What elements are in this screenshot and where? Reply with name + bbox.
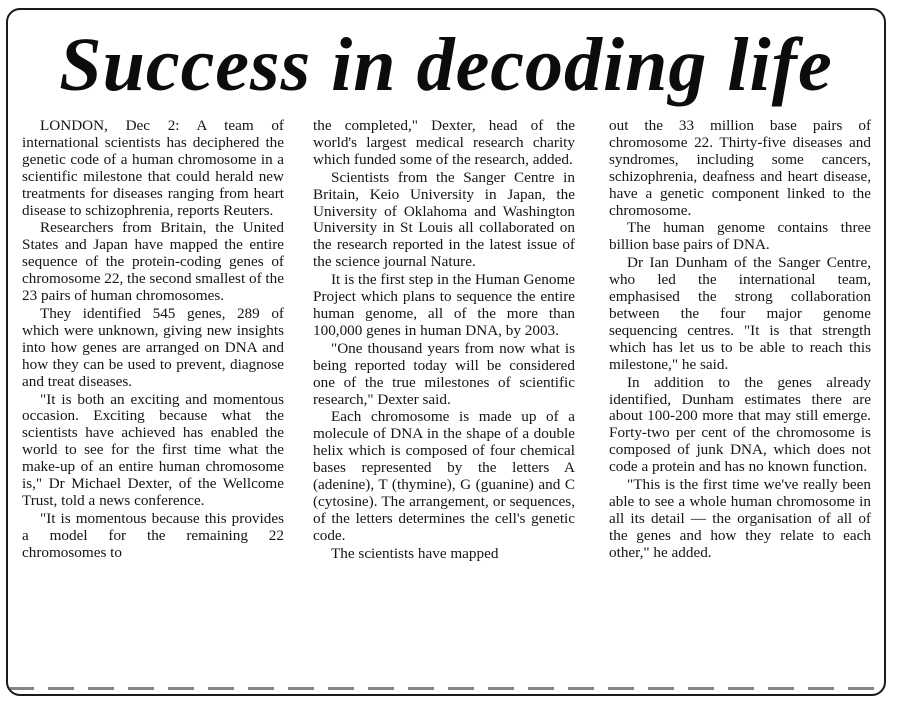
article-paragraph: "One thousand years from now what is being reported today will be considered one of the true milestones of scientific research," Dexter said.: [313, 339, 575, 408]
article-paragraph: It is the first step in the Human Genome Project which plans to sequence the entire human genome, all of the more than 100,000 genes in human DNA, by 2003.: [313, 271, 575, 339]
article-column-2: [313, 118, 575, 563]
article-column-1: [22, 118, 284, 562]
article-column-3: [609, 118, 871, 562]
article-paragraph: "It is both an exciting and momentous occasion. Exciting because what the scientists have achieved has enabled the world to see for the first time what the make-up of an entire human chromosome is," Dr Michael Dexter, of the Wellcome Trust, told a news conference.: [22, 390, 284, 509]
headline: Success in decoding life: [59, 23, 833, 107]
article-paragraph: "This is the first time we've really been able to see a whole human chromosome in all its detail — the organisation of all of the genes and how they relate to each other," he added.: [609, 476, 871, 561]
article-paragraph: In addition to the genes already identified, Dunham estimates there are about 100-200 more that may still emerge. Forty-two per cent of the chromosome is composed of junk DNA, which does not code a protein and has no known function.: [609, 373, 871, 476]
article-paragraph: The human genome contains three billion base pairs of DNA.: [609, 219, 871, 254]
bottom-divider: [8, 687, 884, 690]
article-paragraph: LONDON, Dec 2: A team of international scientists has deciphered the genetic code of a human chromosome in a scientific milestone that could herald new treatments for diseases ranging from heart disease to schizophrenia, reports Reuters.: [22, 117, 284, 219]
article-paragraph: "It is momentous because this provides a model for the remaining 22 chromosomes to: [22, 509, 284, 561]
article-paragraph: Dr Ian Dunham of the Sanger Centre, who led the international team, emphasised the strong collaboration between the four major genome sequencing centres. "It is that strength which has let us to be able to reach this milestone," he said.: [609, 254, 871, 373]
article-paragraph: The scientists have mapped: [331, 544, 499, 562]
article-paragraph: Researchers from Britain, the United States and Japan have mapped the entire sequence of the protein-coding genes of chromosome 22, the second smallest of the 23 pairs of human chromosomes.: [22, 219, 284, 305]
article-paragraph: They identified 545 genes, 289 of which were unknown, giving new insights into how genes are arranged on DNA and how they can be used to prevent, diagnose and treat diseases.: [22, 304, 284, 390]
article-paragraph: Scientists from the Sanger Centre in Britain, Keio University in Japan, the University of Oklahoma and Washington University in St Louis all collaborated on the research reported in the latest issue of the science journal Nature.: [313, 168, 575, 271]
article-paragraph: Each chromosome is made up of a molecule of DNA in the shape of a double helix which is composed of four chemical bases represented by the letters A (adenine), T (thymine), G (guanine) and C (cytosine). The arrangement, or sequences, of the letters determines the cell's genetic code.: [313, 408, 575, 544]
newspaper-clipping: [6, 8, 886, 696]
article-paragraph: out the 33 million base pairs of chromosome 22. Thirty-five diseases and syndromes, including some cancers, schizophrenia, deafness and heart disease, have a genetic component linked to the chromosome.: [609, 117, 871, 219]
article-paragraph: the completed," Dexter, head of the world's largest medical research charity which funded some of the research, added.: [313, 117, 575, 168]
